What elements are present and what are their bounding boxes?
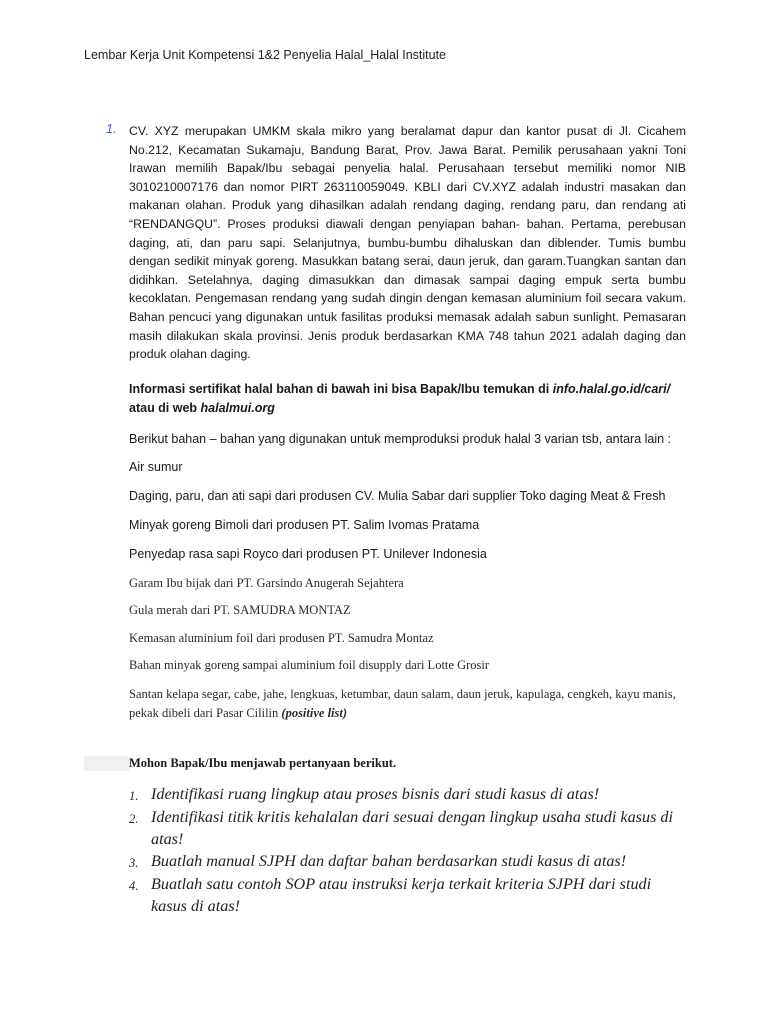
material-item: Gula merah dari PT. SAMUDRA MONTAZ	[129, 603, 351, 617]
question-number: 3.	[129, 856, 139, 870]
question-text: Identifikasi titik kritis kehalalan dari sesuai dengan lingkup usaha studi kasus di atas!	[151, 808, 674, 848]
material-item: Garam Ibu bijak dari PT. Garsindo Anugerah Sejahtera	[129, 576, 404, 590]
highlight-shade	[84, 756, 130, 771]
case-paragraph: CV. XYZ merupakan UMKM skala mikro yang beralamat dapur dan kantor pusat di Jl. Cicahem No.212, Kecamatan Sukamaju, Bandung Barat, Prov. Jawa Barat. Pemilik perusahaan yakni Toni Irawan memilih Bapak/Ibu sebagai penyelia halal. Perusahaan tersebut memiliki nomor NIB 3010210007176 dan nomor PIRT 263110059049. KBLI dari CV.XYZ adalah industri masakan dan makanan olahan. Produk yang dihasilkan adalah rendang daging, rendang paru, dan rendang ati “RENDANGQU”. Proses produksi diawali dengan penyiapan bahan- bahan. Pertama, perebusan daging, ati, dan paru sapi. Selanjutnya, bumbu-bumbu dihaluskan dan diblender. Tumis bumbu dengan sedikit minyak goreng. Masukkan batang serai, daun jeruk, dan garam.Tuangkan santan dan didihkan. Setelahnya, daging dimasukkan dan dimasak sampai daging empuk serta bumbu kecoklatan. Pengemasan rendang yang sudah dingin dengan kemasan aluminium foil secara vakum. Bahan pencuci yang digunakan untuk fasilitas produksi memasak adalah sabun sunlight. Pemasaran masih dilakukan skala provinsi. Jenis produk berdasarkan KMA 748 tahun 2021 adalah daging dan produk olahan daging.	[129, 124, 686, 362]
question-item	[129, 783, 689, 805]
info-source	[129, 380, 687, 417]
question-item	[129, 806, 689, 850]
material-item: Minyak goreng Bimoli dari produsen PT. Salim Ivomas Pratama	[129, 518, 480, 532]
question-text: Identifikasi ruang lingkup atau proses bisnis dari studi kasus di atas!	[151, 785, 600, 803]
question-text: Buatlah satu contoh SOP atau instruksi kerja terkait kriteria SJPH dari studi kasus di atas!	[151, 875, 652, 915]
questions-heading: Mohon Bapak/Ibu menjawab pertanyaan berikut.	[129, 756, 397, 770]
material-item: Penyedap rasa sapi Royco dari produsen PT. Unilever Indonesia	[129, 547, 487, 561]
positive-list-tag: (positive list)	[281, 705, 348, 720]
info-text: Informasi sertifikat halal bahan di bawah ini bisa Bapak/Ibu temukan di	[129, 382, 553, 396]
material-item: Air sumur	[129, 460, 183, 474]
question-number: 2.	[129, 812, 139, 826]
material-item: Kemasan aluminium foil dari produsen PT. Samudra Montaz	[129, 631, 434, 645]
info-text-2: atau di web	[129, 400, 201, 415]
material-item-last	[129, 685, 687, 722]
question-item	[129, 850, 689, 872]
case-study	[106, 122, 686, 364]
material-item: Daging, paru, dan ati sapi dari produsen CV. Mulia Sabar dari supplier Toko daging Meat & Fresh	[129, 489, 666, 503]
question-number: 1.	[129, 789, 139, 803]
info-site-1: info.halal.go.id/cari/	[552, 382, 671, 396]
material-text: Santan kelapa segar, cabe, jahe, lengkuas, ketumbar, daun salam, daun jeruk, kapulaga, cengkeh, kayu manis, pekak dibeli dari Pasar Cililin	[129, 687, 676, 720]
question-number: 4.	[129, 879, 139, 893]
case-number: 1.	[106, 122, 117, 136]
materials-intro: Berikut bahan – bahan yang digunakan untuk memproduksi produk halal 3 varian tsb, antara lain :	[129, 432, 672, 446]
material-item: Bahan minyak goreng sampai aluminium foil disupply dari Lotte Grosir	[129, 658, 490, 672]
question-text: Buatlah manual SJPH dan daftar bahan berdasarkan studi kasus di atas!	[151, 852, 627, 870]
question-item	[129, 873, 689, 917]
document-header: Lembar Kerja Unit Kompetensi 1&2 Penyelia Halal_Halal Institute	[84, 48, 446, 62]
info-site-2: halalmui.org	[200, 400, 275, 415]
